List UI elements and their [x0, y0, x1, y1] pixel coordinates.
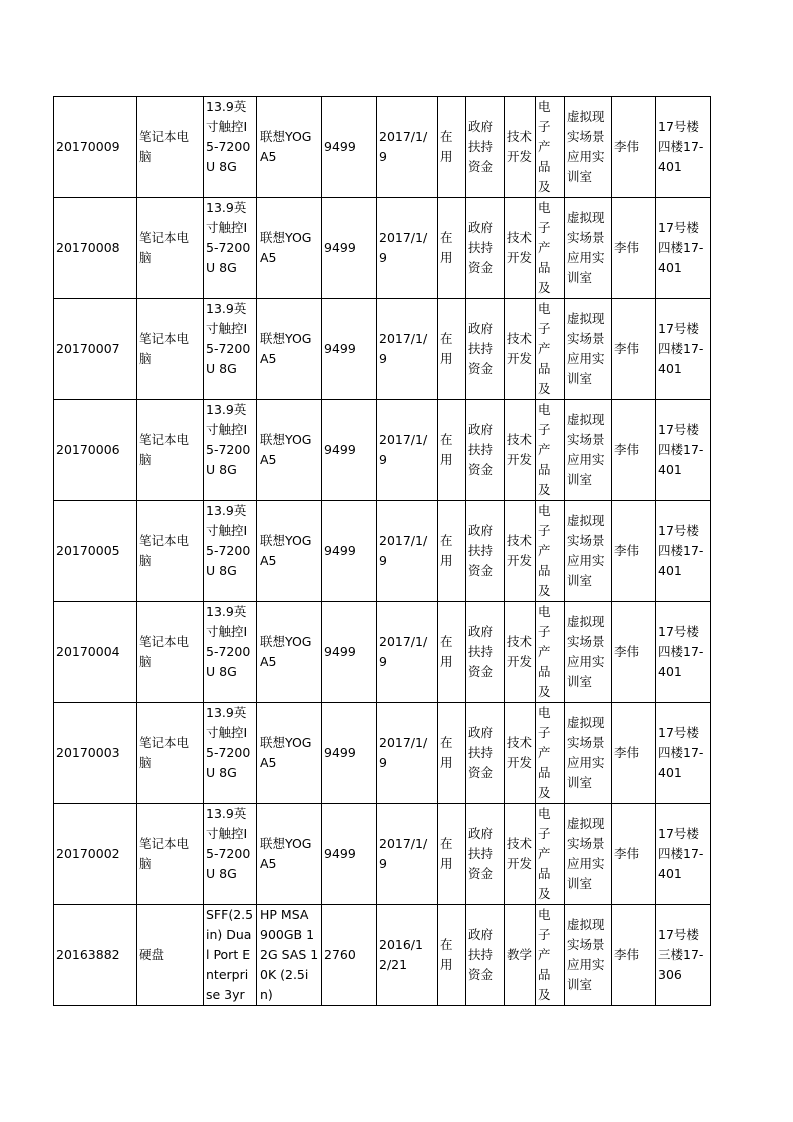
cell-asset-name: 笔记本电脑: [137, 602, 204, 703]
cell-spec: 13.9英寸触控I5-7200U 8G: [204, 501, 257, 602]
cell-price: 9499: [322, 602, 377, 703]
cell-usage: 技术开发: [505, 198, 536, 299]
cell-spec: 13.9英寸触控I5-7200U 8G: [204, 97, 257, 198]
cell-model: HP MSA 900GB 12G SAS 10K (2.5in): [257, 905, 322, 1006]
cell-spec: SFF(2.5in) Dual Port Enterprise 3yr: [204, 905, 257, 1006]
cell-model: 联想YOGA5: [257, 299, 322, 400]
cell-usage: 技术开发: [505, 602, 536, 703]
cell-model: 联想YOGA5: [257, 400, 322, 501]
cell-purchase-date: 2017/1/9: [377, 97, 438, 198]
cell-model: 联想YOGA5: [257, 602, 322, 703]
cell-asset-id: 20170008: [54, 198, 137, 299]
cell-category: 电子产品及: [536, 198, 565, 299]
cell-spec: 13.9英寸触控I5-7200U 8G: [204, 299, 257, 400]
cell-status: 在用: [438, 905, 466, 1006]
cell-funding-source: 政府扶持资金: [466, 97, 505, 198]
cell-status: 在用: [438, 501, 466, 602]
cell-purchase-date: 2017/1/9: [377, 400, 438, 501]
cell-purchase-date: 2017/1/9: [377, 198, 438, 299]
cell-price: 2760: [322, 905, 377, 1006]
cell-asset-id: 20170007: [54, 299, 137, 400]
cell-spec: 13.9英寸触控I5-7200U 8G: [204, 703, 257, 804]
cell-model: 联想YOGA5: [257, 804, 322, 905]
asset-table: [53, 96, 711, 1006]
cell-location: 虚拟现实场景应用实训室: [565, 400, 612, 501]
cell-price: 9499: [322, 703, 377, 804]
cell-category: 电子产品及: [536, 501, 565, 602]
cell-asset-name: 硬盘: [137, 905, 204, 1006]
table-row: [54, 299, 711, 400]
cell-purchase-date: 2016/12/21: [377, 905, 438, 1006]
cell-keeper: 李伟: [612, 905, 656, 1006]
cell-status: 在用: [438, 97, 466, 198]
cell-status: 在用: [438, 299, 466, 400]
cell-status: 在用: [438, 804, 466, 905]
cell-funding-source: 政府扶持资金: [466, 602, 505, 703]
cell-asset-name: 笔记本电脑: [137, 501, 204, 602]
cell-room: 17号楼四楼17-401: [656, 804, 711, 905]
cell-category: 电子产品及: [536, 804, 565, 905]
cell-funding-source: 政府扶持资金: [466, 299, 505, 400]
cell-room: 17号楼四楼17-401: [656, 703, 711, 804]
cell-location: 虚拟现实场景应用实训室: [565, 198, 612, 299]
cell-funding-source: 政府扶持资金: [466, 400, 505, 501]
cell-location: 虚拟现实场景应用实训室: [565, 602, 612, 703]
cell-asset-name: 笔记本电脑: [137, 299, 204, 400]
cell-location: 虚拟现实场景应用实训室: [565, 501, 612, 602]
cell-usage: 技术开发: [505, 501, 536, 602]
table-row: [54, 703, 711, 804]
cell-category: 电子产品及: [536, 97, 565, 198]
cell-keeper: 李伟: [612, 400, 656, 501]
cell-room: 17号楼四楼17-401: [656, 501, 711, 602]
cell-room: 17号楼四楼17-401: [656, 97, 711, 198]
cell-usage: 技术开发: [505, 804, 536, 905]
table-row: [54, 198, 711, 299]
cell-usage: 技术开发: [505, 400, 536, 501]
cell-asset-id: 20170002: [54, 804, 137, 905]
table-row: [54, 602, 711, 703]
cell-purchase-date: 2017/1/9: [377, 804, 438, 905]
cell-funding-source: 政府扶持资金: [466, 703, 505, 804]
cell-asset-id: 20170003: [54, 703, 137, 804]
cell-location: 虚拟现实场景应用实训室: [565, 804, 612, 905]
cell-keeper: 李伟: [612, 703, 656, 804]
cell-usage: 技术开发: [505, 97, 536, 198]
cell-price: 9499: [322, 501, 377, 602]
cell-category: 电子产品及: [536, 299, 565, 400]
cell-category: 电子产品及: [536, 703, 565, 804]
cell-keeper: 李伟: [612, 804, 656, 905]
cell-funding-source: 政府扶持资金: [466, 905, 505, 1006]
cell-room: 17号楼四楼17-401: [656, 400, 711, 501]
cell-location: 虚拟现实场景应用实训室: [565, 905, 612, 1006]
cell-purchase-date: 2017/1/9: [377, 501, 438, 602]
cell-funding-source: 政府扶持资金: [466, 804, 505, 905]
cell-model: 联想YOGA5: [257, 97, 322, 198]
cell-asset-id: 20170006: [54, 400, 137, 501]
cell-keeper: 李伟: [612, 602, 656, 703]
table-row: [54, 97, 711, 198]
cell-usage: 技术开发: [505, 299, 536, 400]
cell-asset-id: 20170009: [54, 97, 137, 198]
cell-keeper: 李伟: [612, 299, 656, 400]
cell-asset-id: 20163882: [54, 905, 137, 1006]
cell-status: 在用: [438, 198, 466, 299]
cell-asset-name: 笔记本电脑: [137, 198, 204, 299]
cell-spec: 13.9英寸触控I5-7200U 8G: [204, 602, 257, 703]
cell-category: 电子产品及: [536, 400, 565, 501]
cell-purchase-date: 2017/1/9: [377, 299, 438, 400]
cell-funding-source: 政府扶持资金: [466, 198, 505, 299]
cell-room: 17号楼四楼17-401: [656, 299, 711, 400]
cell-keeper: 李伟: [612, 501, 656, 602]
cell-price: 9499: [322, 97, 377, 198]
cell-asset-name: 笔记本电脑: [137, 97, 204, 198]
cell-status: 在用: [438, 400, 466, 501]
cell-category: 电子产品及: [536, 602, 565, 703]
cell-model: 联想YOGA5: [257, 198, 322, 299]
cell-price: 9499: [322, 804, 377, 905]
cell-asset-name: 笔记本电脑: [137, 400, 204, 501]
cell-keeper: 李伟: [612, 198, 656, 299]
cell-status: 在用: [438, 703, 466, 804]
cell-funding-source: 政府扶持资金: [466, 501, 505, 602]
cell-spec: 13.9英寸触控I5-7200U 8G: [204, 804, 257, 905]
cell-spec: 13.9英寸触控I5-7200U 8G: [204, 400, 257, 501]
cell-usage: 教学: [505, 905, 536, 1006]
table-row: [54, 804, 711, 905]
cell-room: 17号楼三楼17-306: [656, 905, 711, 1006]
cell-model: 联想YOGA5: [257, 703, 322, 804]
cell-asset-name: 笔记本电脑: [137, 804, 204, 905]
cell-room: 17号楼四楼17-401: [656, 602, 711, 703]
cell-asset-id: 20170004: [54, 602, 137, 703]
cell-purchase-date: 2017/1/9: [377, 602, 438, 703]
cell-location: 虚拟现实场景应用实训室: [565, 703, 612, 804]
cell-keeper: 李伟: [612, 97, 656, 198]
table-row: [54, 905, 711, 1006]
cell-status: 在用: [438, 602, 466, 703]
table-row: [54, 501, 711, 602]
cell-asset-id: 20170005: [54, 501, 137, 602]
cell-category: 电子产品及: [536, 905, 565, 1006]
cell-asset-name: 笔记本电脑: [137, 703, 204, 804]
cell-usage: 技术开发: [505, 703, 536, 804]
cell-location: 虚拟现实场景应用实训室: [565, 299, 612, 400]
cell-spec: 13.9英寸触控I5-7200U 8G: [204, 198, 257, 299]
table-row: [54, 400, 711, 501]
cell-room: 17号楼四楼17-401: [656, 198, 711, 299]
cell-price: 9499: [322, 400, 377, 501]
cell-purchase-date: 2017/1/9: [377, 703, 438, 804]
asset-table-body: [54, 97, 711, 1006]
cell-price: 9499: [322, 198, 377, 299]
cell-location: 虚拟现实场景应用实训室: [565, 97, 612, 198]
cell-model: 联想YOGA5: [257, 501, 322, 602]
cell-price: 9499: [322, 299, 377, 400]
